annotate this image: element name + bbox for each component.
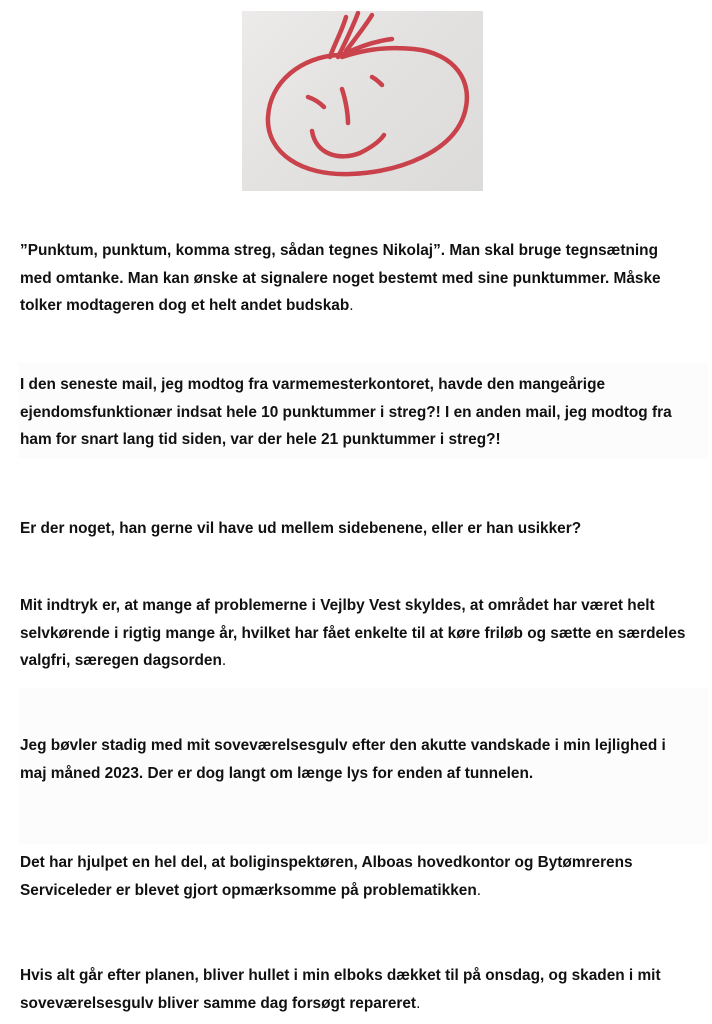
paragraph-2: [20, 371, 704, 454]
text-line: I den seneste mail, jeg modtog fra varmemesterkontoret, havde den mangeårige: [20, 376, 606, 393]
sentence-end: .: [416, 994, 421, 1012]
text-line: Er der noget, han gerne vil have ud mellem sidebenene, eller er han usikker?: [20, 520, 582, 537]
text-line: selvkørende i rigtig mange år, hvilket har fået enkelte til at køre friløb og sætte en særdeles: [20, 624, 686, 642]
text-line: [20, 877, 704, 905]
text-line-content: valgfri, særegen dagsorden: [20, 652, 222, 669]
text-line: Hvis alt går efter planen, bliver hullet i min elboks dækket til på onsdag, og skaden i mit: [20, 967, 661, 984]
text-line-content: tolker modtageren dog et helt andet budskab: [20, 297, 350, 314]
text-line: maj måned 2023. Der er dog langt om længe lys for enden af tunnelen.: [20, 764, 534, 782]
text-line: med omtanke. Man kan ønske at signalere noget bestemt med sine punktummer. Måske: [20, 269, 661, 287]
text-line: Jeg bøvler stadig med mit soveværelsesgulv efter den akutte vandskade i min lejlighed i: [20, 737, 666, 754]
text-line-content: Serviceleder er blevet gjort opmærksomme på problematikken: [20, 881, 477, 899]
paragraph-3: [20, 515, 704, 543]
text-line: Det har hjulpet en hel del, at boliginspektøren, Alboas hovedkontor og Bytømrerens: [20, 854, 633, 871]
sentence-end: .: [349, 297, 354, 314]
text-line: [20, 647, 704, 675]
text-line: ejendomsfunktionær indsat hele 10 punktummer i streg?! I en anden mail, jeg modtog fra: [20, 403, 672, 421]
sentence-end: .: [221, 652, 227, 669]
text-line: [20, 990, 704, 1018]
text-line-content: soveværelsesgulv bliver samme dag forsøgt repareret: [20, 994, 417, 1012]
text-line: Mit indtryk er, at mange af problemerne i Vejlby Vest skyldes, at området har været helt: [20, 597, 655, 614]
paragraph-7: [20, 962, 704, 1017]
paragraph-5: [20, 732, 704, 787]
paragraph-4: [20, 592, 704, 675]
smiley-drawing-image: [242, 11, 483, 191]
paragraph-1: [20, 237, 704, 320]
text-line: [20, 292, 704, 320]
paragraph-6: [20, 849, 704, 904]
text-line: ”Punktum, punktum, komma streg, sådan tegnes Nikolaj”. Man skal bruge tegnsætning: [20, 242, 658, 259]
sentence-end: .: [476, 881, 482, 899]
text-line: ham for snart lang tid siden, var der hele 21 punktummer i streg?!: [20, 431, 501, 448]
smiley-face-drawing-icon: [242, 11, 483, 191]
